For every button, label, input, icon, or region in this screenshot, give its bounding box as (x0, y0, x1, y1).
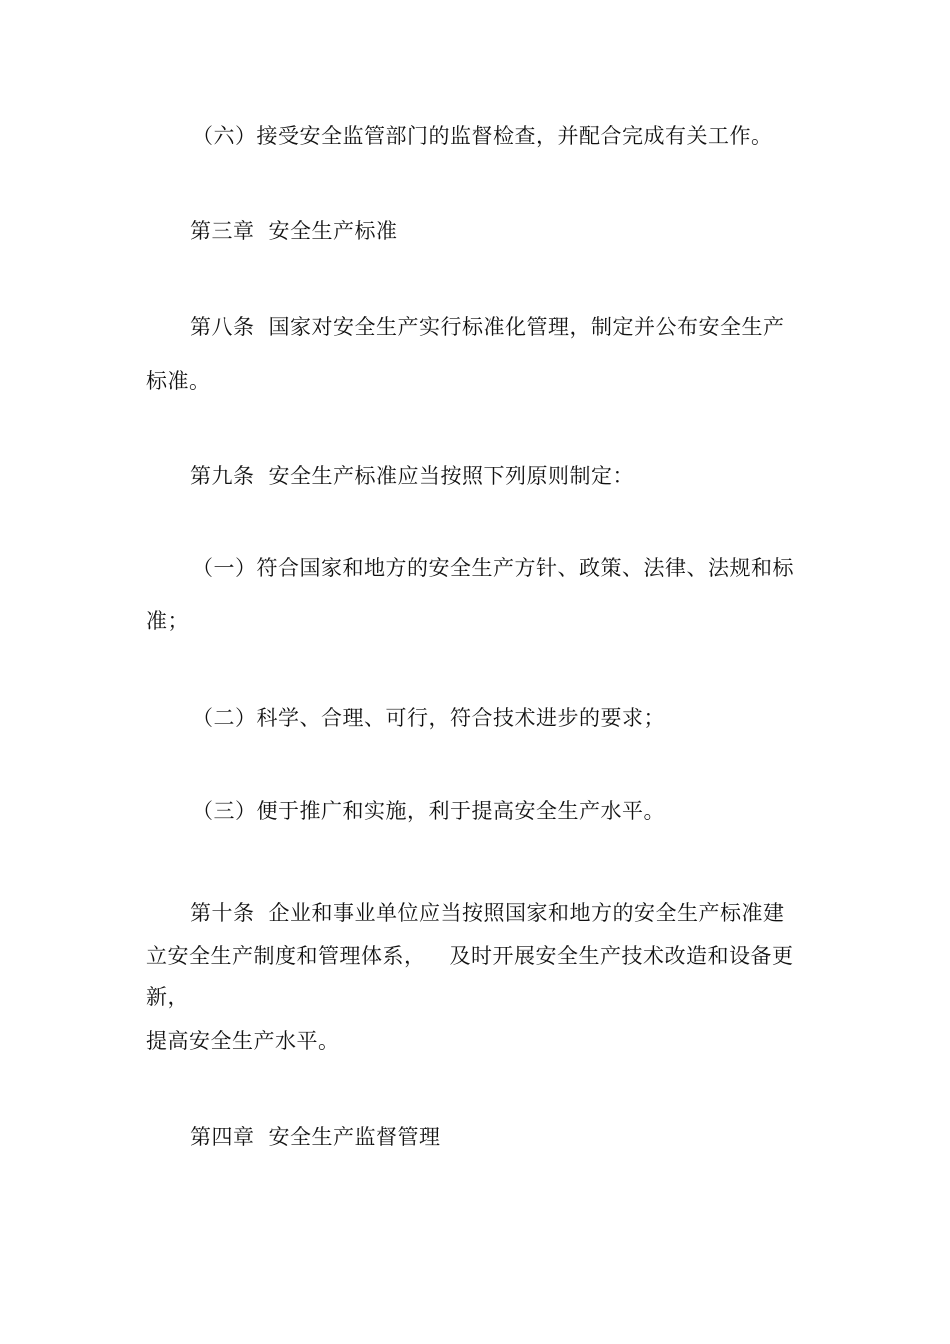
principle-one-line-1: （一）符合国家和地方的安全生产方针、政策、法律、法规和标 (192, 556, 794, 580)
article-nine-line (190, 462, 634, 490)
article-eight-label: 第八条 (190, 315, 255, 339)
article-ten-text-2a: 立安全生产制度和管理体系， (146, 944, 426, 968)
article-ten-label: 第十条 (190, 901, 255, 925)
article-ten-line-4: 提高安全生产水平。 (146, 1029, 340, 1053)
article-eight-text-1: 国家对安全生产实行标准化管理，制定并公布安全生产 (268, 315, 785, 339)
article-ten-line-3: 新， (146, 985, 189, 1009)
chapter-three-heading (190, 217, 398, 245)
article-eight-line-2: 标准。 (146, 369, 211, 393)
chapter-three-title: 安全生产标准 (268, 219, 398, 243)
article-ten-text-2b: 及时开展安全生产技术改造和设备更 (449, 944, 794, 968)
article-ten-line-1 (190, 899, 785, 927)
principle-two-text: （二）科学、合理、可行，符合技术进步的要求； (192, 706, 665, 730)
article-eight-line-1 (190, 313, 785, 341)
article-ten-text-1: 企业和事业单位应当按照国家和地方的安全生产标准建 (268, 901, 785, 925)
article-nine-label: 第九条 (190, 464, 255, 488)
article-ten-line-2 (146, 942, 794, 970)
item-six-text: （六）接受安全监管部门的监督检查，并配合完成有关工作。 (192, 124, 773, 148)
chapter-three-label: 第三章 (190, 219, 255, 243)
principle-one-line-2: 准； (146, 609, 189, 633)
principle-three-text: （三）便于推广和实施，利于提高安全生产水平。 (192, 799, 665, 823)
chapter-four-title: 安全生产监督管理 (268, 1125, 441, 1149)
chapter-four-label: 第四章 (190, 1125, 255, 1149)
chapter-four-heading (190, 1123, 441, 1151)
article-nine-text: 安全生产标准应当按照下列原则制定： (268, 464, 634, 488)
